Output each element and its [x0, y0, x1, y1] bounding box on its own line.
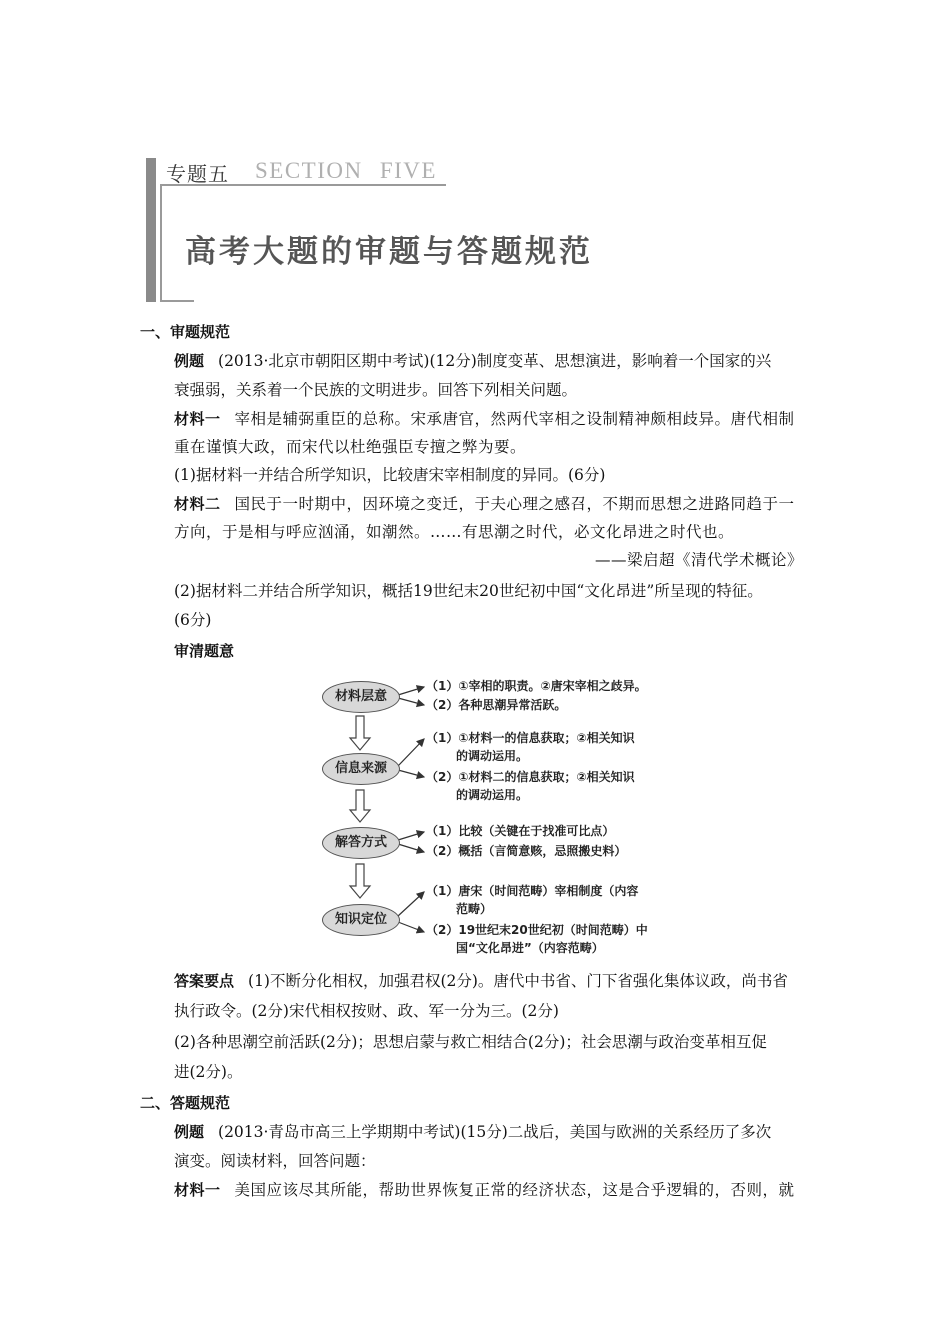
material-line	[174, 1180, 795, 1200]
flow-text: （2）19世纪末20世纪初（时间范畴）中	[426, 923, 648, 937]
flow-node-material: 材料层意	[322, 681, 400, 713]
answer-text-2: (2)各种思潮空前活跃(2分)；思想启蒙与救亡相结合(2分)；社会思潮与政治变革相互促	[174, 1033, 767, 1051]
answer-label: 答案要点	[174, 972, 235, 990]
connector-arrow	[398, 892, 424, 916]
flow-text: （2）各种思潮异常活跃。	[426, 698, 567, 712]
example-text-cont: 演变。阅读材料，回答问题：	[174, 1152, 376, 1170]
flow-node-source: 信息来源	[322, 753, 400, 785]
flow-text: 范畴）	[456, 902, 493, 916]
material-text: 宰相是辅弼重臣的总称。宋承唐官，然两代宰相之设制精神颇相歧异。唐代相制	[234, 410, 795, 428]
question-1: (1)据材料一并结合所学知识，比较唐宋宰相制度的异同。(6分)	[174, 466, 606, 484]
header-bottom-rule	[160, 300, 194, 302]
connector-arrow	[398, 739, 424, 766]
material-text: 美国应该尽其所能，帮助世界恢复正常的经济状态，这是合乎逻辑的，否则，就	[234, 1181, 795, 1199]
flow-node-method: 解答方式	[322, 827, 400, 859]
example-line	[174, 1122, 771, 1142]
page-title: 高考大题的审题与答题规范	[185, 234, 593, 270]
flow-text: （2）①材料二的信息获取；②相关知识	[426, 770, 635, 784]
example-line	[174, 351, 771, 371]
material-label: 材料二	[174, 495, 221, 513]
example-label: 例题	[174, 352, 205, 370]
example-text: (2013·青岛市高三上学期期中考试)(15分)二战后，美国与欧洲的关系经历了多次	[218, 1123, 772, 1141]
example-text-cont: 衰强弱，关系着一个民族的文明进步。回答下列相关问题。	[174, 381, 578, 399]
flow-node-knowledge: 知识定位	[322, 904, 400, 936]
question-2: (2)据材料二并结合所学知识，概括19世纪末20世纪初中国“文化昂进”所呈现的特征。	[174, 582, 763, 600]
analysis-label: 审清题意	[174, 642, 235, 660]
example-label: 例题	[174, 1123, 205, 1141]
analysis-flowchart	[318, 672, 678, 964]
question-2-cont: (6分)	[174, 611, 212, 629]
material-text-cont: 重在谨慎大政，而宋代以杜绝强臣专擅之弊为要。	[174, 438, 527, 456]
material-source: ——梁启超《清代学术概论》	[594, 551, 803, 569]
flow-text: 国“文化昂进”（内容范畴）	[456, 941, 604, 955]
connector-arrow	[398, 698, 424, 705]
section-heading: 一、审题规范	[140, 323, 231, 341]
flow-text: 的调动运用。	[456, 788, 529, 802]
section-number-label: 专题五	[166, 162, 229, 186]
down-arrow-icon	[350, 716, 370, 750]
down-arrow-icon	[350, 790, 370, 822]
flow-text: （1）①宰相的职责。②唐宋宰相之歧异。	[426, 679, 647, 693]
section-english-label: SECTION FIVE	[255, 158, 437, 183]
connector-arrow	[398, 687, 424, 695]
section-heading: 二、答题规范	[140, 1094, 231, 1112]
flow-text: 的调动运用。	[456, 749, 529, 763]
answer-text-cont: 执行政令。(2分)宋代相权按财、政、军一分为三。(2分)	[174, 1002, 559, 1020]
material-label: 材料一	[174, 410, 221, 428]
header-inner-rule	[160, 184, 162, 302]
example-text: (2013·北京市朝阳区期中考试)(12分)制度变革、思想演进，影响着一个国家的兴	[218, 352, 772, 370]
down-arrow-icon	[350, 864, 370, 898]
answer-line	[174, 971, 788, 991]
connector-arrow	[398, 922, 424, 932]
material-label: 材料一	[174, 1181, 221, 1199]
connector-arrow	[398, 770, 424, 777]
material-text-cont: 方向，于是相与呼应汹涌，如潮然。……有思潮之时代，必文化昂进之时代也。	[174, 523, 735, 541]
answer-text-2-cont: 进(2分)。	[174, 1063, 243, 1081]
flow-text: （2）概括（言简意赅，忌照搬史料）	[426, 844, 627, 858]
material-text: 国民于一时期中，因环境之变迁，于夫心理之感召，不期而思想之进路同趋于一	[234, 495, 795, 513]
answer-text: (1)不断分化相权，加强君权(2分)。唐代中书省、门下省强化集体议政，尚书省	[248, 972, 788, 990]
connector-arrow	[398, 832, 424, 840]
header-accent-bar	[146, 158, 156, 302]
material-line	[174, 494, 795, 514]
material-line	[174, 409, 795, 429]
connector-arrow	[398, 844, 424, 852]
flow-text: （1）唐宋（时间范畴）宰相制度（内容	[426, 884, 639, 898]
flow-text: （1）比较（关键在于找准可比点）	[426, 824, 615, 838]
flow-text: （1）①材料一的信息获取；②相关知识	[426, 731, 635, 745]
